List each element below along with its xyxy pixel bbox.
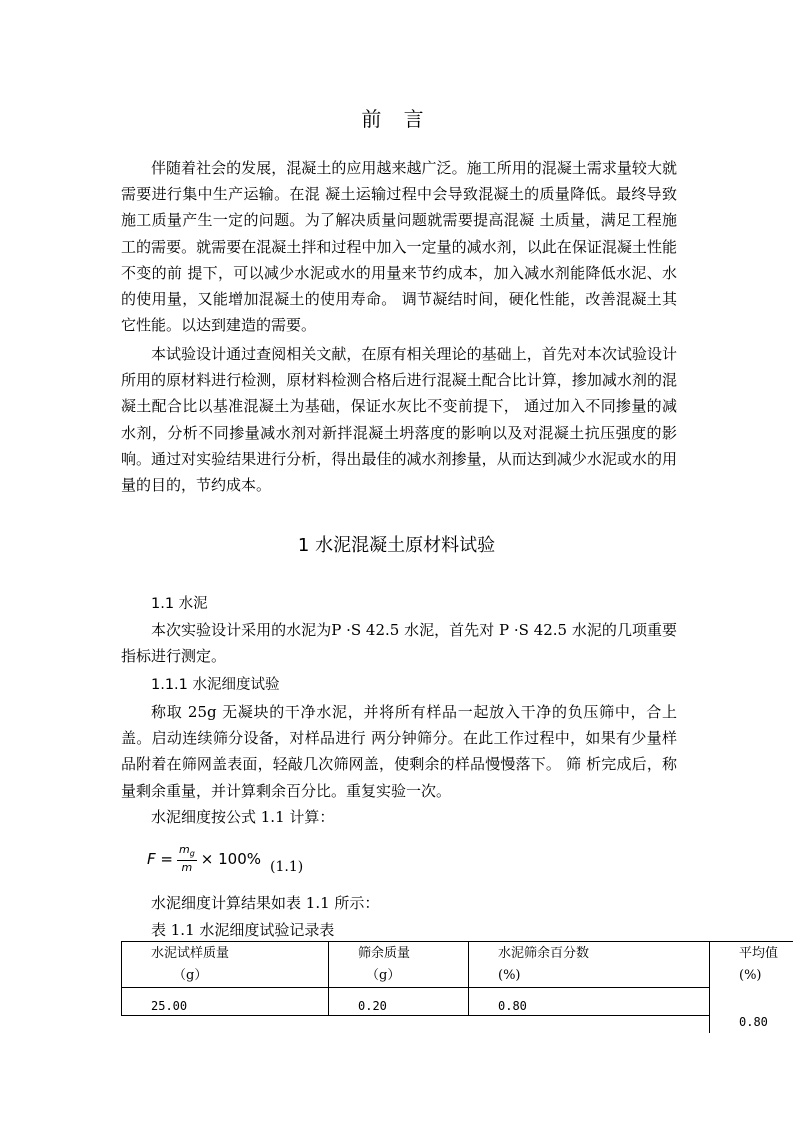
table-rule <box>121 1015 709 1016</box>
formula-lhs: F = <box>147 849 173 868</box>
table-cell-residue-percent: 0.80 <box>498 999 527 1013</box>
table-rule <box>468 941 469 1016</box>
table-intro: 水泥细度计算结果如表 1.1 所示： <box>151 894 380 912</box>
chapter-1-title: 1 水泥混凝土原材料试验 <box>297 535 496 556</box>
formula-fraction <box>177 843 197 874</box>
table-cell-sample-mass: 25.00 <box>151 999 188 1013</box>
table-rule <box>328 941 329 1016</box>
table-header-residue-mass: 筛余质量 （g） <box>358 946 411 983</box>
section-1-1-title: 1.1 水泥 <box>151 596 208 612</box>
formula-intro: 水泥细度按公式 1.1 计算： <box>151 808 335 826</box>
preface-title: 前 言 <box>361 107 432 131</box>
table-rule <box>709 941 710 1033</box>
preface-paragraph-1: 伴随着社会的发展，混凝土的应用越来越广泛。施工所用的混凝土需求量较大就需要进行集中生产运输。在混 凝土运输过程中会导致混凝土的质量降低。最终导致施工质量产生一定的问题。为了解决质量问题就需要提高混凝 土质量，满足工程施工的需要。就需要在混凝土拌和过程中加入一定量的减水剂，以此在保证混凝土性能不变的前 提下，可以减少水泥或水的用量来节约成本，加入减水剂能降低水泥、水的使用量，又能增加混凝土的使用寿命。 调节凝结时间，硬化性能，改善混凝土其它性能。以达到建造的需要。 <box>121 159 677 335</box>
table-header-residue-percent: 水泥筛余百分数 (%) <box>498 946 590 983</box>
formula-numerator: $m_g$ <box>177 843 197 861</box>
preface-paragraph-2: 本试验设计通过查阅相关文献，在原有相关理论的基础上，首先对本次试验设计所用的原材料进行检测，原材料检测合格后进行混凝土配合比计算，掺加减水剂的混凝土配合比以基准混凝土为基础，保证水灰比不变前提下， 通过加入不同掺量的减水剂，分析不同掺量减水剂对新拌混凝土坍落度的影响以及对混凝土抗压强度的影响。通过对实验结果进行分析，得出最佳的减水剂掺量，从而达到减少水泥或水的用量的目的，节约成本。 <box>121 345 677 495</box>
fineness-table <box>121 941 793 1029</box>
table-header-sample-mass: 水泥试样质量 （g） <box>151 946 230 983</box>
section-1-1-1-title: 1.1.1 水泥细度试验 <box>151 677 280 693</box>
section-1-1-1-paragraph-1: 称取 25g 无凝块的干净水泥，并将所有样品一起放入干净的负压筛中，合上盖。启动连续筛分设备，对样品进行 两分钟筛分。在此工作过程中，如果有少量样品附着在筛网盖表面，轻敲几次筛网盖，使剩余的样品慢慢落下。 筛 析完成后，称量剩余重量，并计算剩余百分比。重复实验一次。 <box>121 703 677 800</box>
table-rule <box>121 941 122 1016</box>
table-caption: 表 1.1 水泥细度试验记录表 <box>151 921 335 939</box>
section-1-1-paragraph: 本次实验设计采用的水泥为P ·S 42.5 水泥，首先对 P ·S 42.5 水泥的几项重要指标进行测定。 <box>121 621 677 666</box>
fineness-formula <box>147 843 261 874</box>
table-rule <box>121 941 793 942</box>
table-cell-average: 0.80 <box>739 1015 768 1029</box>
table-header-average: 平均值 (%) <box>739 946 779 983</box>
table-cell-residue-mass: 0.20 <box>358 999 387 1013</box>
formula-denominator: m <box>181 861 193 875</box>
formula-number: (1.1) <box>270 859 304 875</box>
formula-rhs: × 100% <box>200 849 261 868</box>
table-rule <box>121 987 709 988</box>
